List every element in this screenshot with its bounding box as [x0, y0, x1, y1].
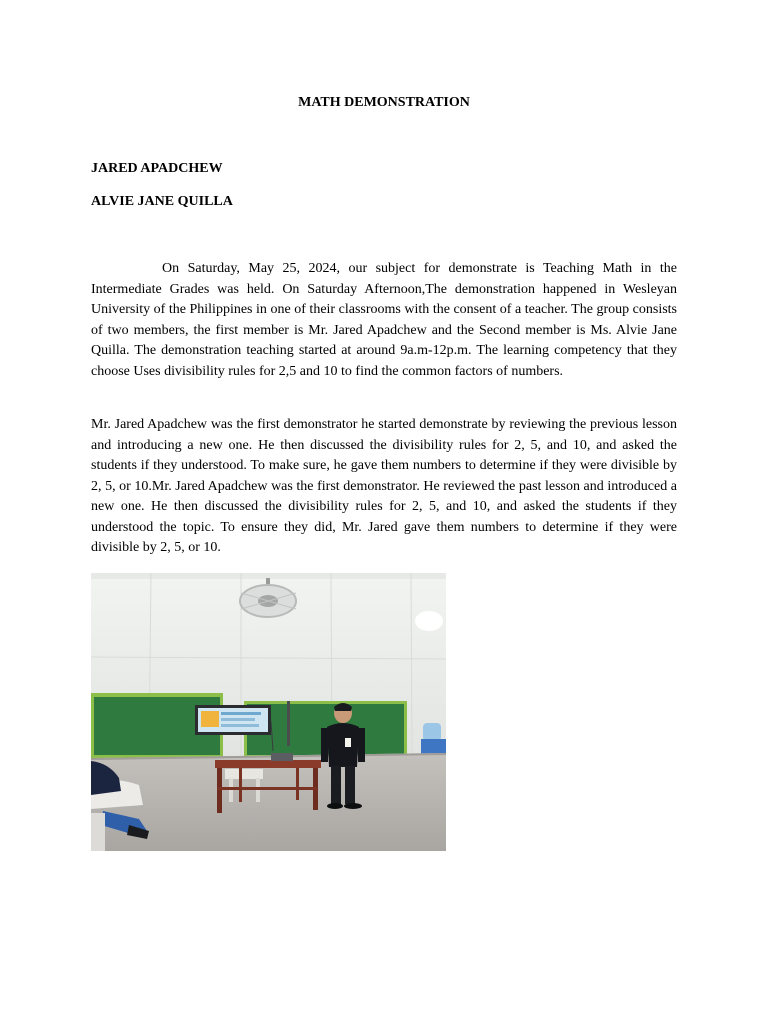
tv-screen: [195, 705, 271, 735]
author-name: ALVIE JANE QUILLA: [91, 194, 233, 209]
author-name: JARED APADCHEW: [91, 161, 223, 176]
body-paragraph: On Saturday, May 25, 2024, our subject for demonstrate is Teaching Math in the Intermediate Grades was held. On Saturday Afternoon,The demonstration happened in Wesleyan University of the Philippines in one of their classrooms with the consent of a teacher. The group consists of two members, the first member is Mr. Jared Apadchew and the Second member is Ms. Alvie Jane Quilla. The demonstration teaching started at around 9a.m-12p.m. The learning competency that they choose Uses divisibility rules for 2,5 and 10 to find the common factors of numbers.: [91, 261, 677, 379]
body-paragraph: Mr. Jared Apadchew was the first demonstrator he started demonstrate by reviewing the previous lesson and introducing a new one. He then discussed the divisibility rules for 2, 5, and 10, and asked the students if they understood. To make sure, he gave them numbers to determine if they were divisible by 2, 5, or 10.Mr. Jared Apadchew was the first demonstrator. He reviewed the past lesson and introduced a new one. He then discussed the divisibility rules for 2, 5, and 10, and asked the students if they understood the topic. To ensure they did, Mr. Jared gave them numbers to determine if they were divisible by 2, 5, or 10.: [91, 417, 677, 555]
document-title: MATH DEMONSTRATION: [298, 95, 470, 110]
classroom-photo: [91, 573, 446, 851]
